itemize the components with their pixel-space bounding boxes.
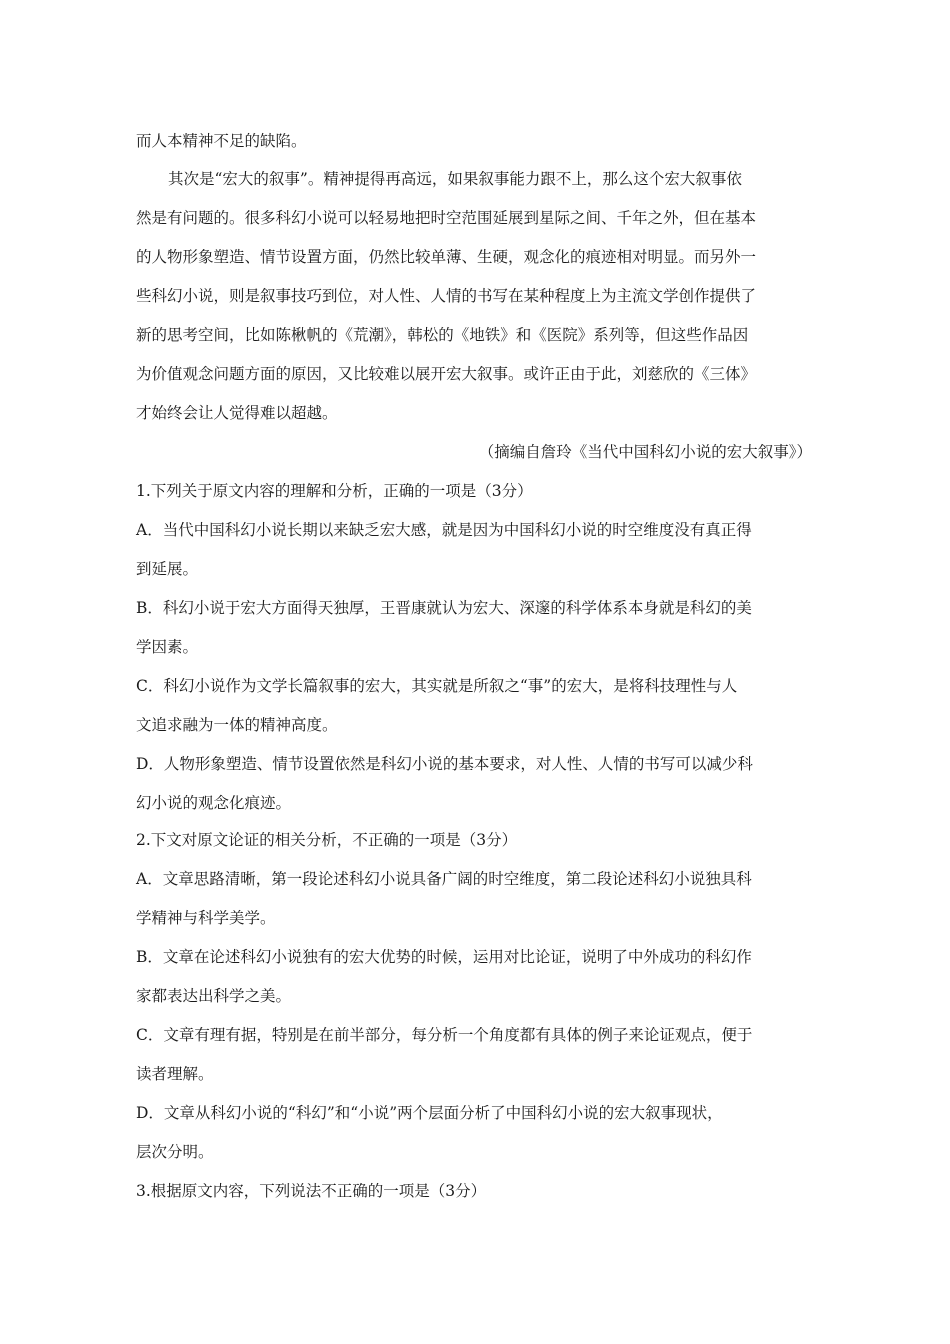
passage-line: 新的思考空间，比如陈楸帆的《荒潮》，韩松的《地铁》和《医院》系列等，但这些作品因 [136,326,749,344]
option-a: A．文章思路清晰，第一段论述科幻小说具备广阔的时空维度，第二段论述科幻小说独具科 [136,870,752,888]
option-b-cont: 家都表达出科学之美。 [136,987,292,1005]
option-d-cont: 幻小说的观念化痕迹。 [136,794,292,812]
passage-line: 些科幻小说，则是叙事技巧到位，对人性、人情的书写在某种程度上为主流文学创作提供了 [136,287,757,305]
passage-line: 其次是“宏大的叙事”。精神提得再高远，如果叙事能力跟不上，那么这个宏大叙事依 [168,170,742,188]
passage-line: 而人本精神不足的缺陷。 [136,132,307,150]
passage-line: 为价值观念问题方面的原因，又比较难以展开宏大叙事。或许正由于此，刘慈欣的《三体》 [136,365,757,383]
option-b: B．文章在论述科幻小说独有的宏大优势的时候，运用对比论证，说明了中外成功的科幻作 [136,948,752,966]
option-c: C．科幻小说作为文学长篇叙事的宏大，其实就是所叙之“事”的宏大，是将科技理性与人 [136,677,738,695]
option-d: D．人物形象塑造、情节设置依然是科幻小说的基本要求，对人性、人情的书写可以减少科 [136,755,753,773]
option-a-cont: 到延展。 [136,560,199,578]
option-c: C．文章有理有据，特别是在前半部分，每分析一个角度都有具体的例子来论证观点，便于 [136,1026,753,1044]
passage-source: （摘编自詹玲《当代中国科幻小说的宏大叙事》） [478,443,812,461]
option-d-cont: 层次分明。 [136,1143,214,1161]
passage-line: 的人物形象塑造、情节设置方面，仍然比较单薄、生硬，观念化的痕迹相对明显。而另外一 [136,248,757,266]
question-stem: 1.下列关于原文内容的理解和分析，正确的一项是（3分） [136,482,533,500]
question-stem: 2.下文对原文论证的相关分析，不正确的一项是（3分） [136,831,518,849]
passage-line: 然是有问题的。很多科幻小说可以轻易地把时空范围延展到星际之间、千年之外，但在基本 [136,209,757,227]
option-c-cont: 读者理解。 [136,1065,214,1083]
question-stem: 3.根据原文内容，下列说法不正确的一项是（3分） [136,1182,487,1200]
option-d: D．文章从科幻小说的“科幻”和“小说”两个层面分析了中国科幻小说的宏大叙事现状， [136,1104,723,1122]
option-a: A．当代中国科幻小说长期以来缺乏宏大感，就是因为中国科幻小说的时空维度没有真正得 [136,521,752,539]
option-a-cont: 学精神与科学美学。 [136,909,276,927]
option-b-cont: 学因素。 [136,638,199,656]
option-b: B．科幻小说于宏大方面得天独厚，王晋康就认为宏大、深邃的科学体系本身就是科幻的美 [136,599,752,617]
passage-line: 才始终会让人觉得难以超越。 [136,404,338,422]
option-c-cont: 文追求融为一体的精神高度。 [136,716,338,734]
